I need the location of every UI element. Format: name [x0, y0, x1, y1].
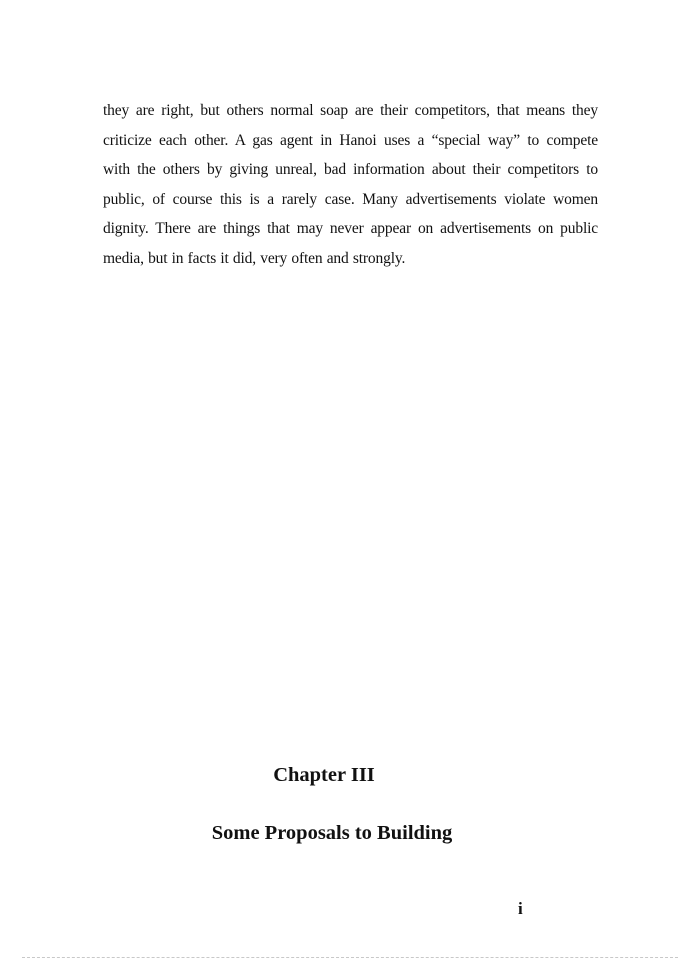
body-line: with the others by giving unreal, bad information about their competitors to — [103, 161, 598, 179]
body-line: public, of course this is a rarely case. Many advertisements violate women — [103, 190, 598, 208]
page-number: i — [518, 899, 523, 918]
chapter-label: Chapter III — [273, 764, 375, 786]
body-line: criticize each other. A gas agent in Hanoi uses a “special way” to compete — [103, 131, 598, 149]
body-line: media, but in facts it did, very often and strongly. — [103, 249, 406, 267]
body-line: they are right, but others normal soap are their competitors, that means they — [103, 102, 598, 119]
body-line: dignity. There are things that may never appear on advertisements on public — [103, 220, 598, 238]
body-paragraph — [103, 96, 598, 274]
chapter-title: Some Proposals to Building — [211, 822, 453, 844]
page-bottom-divider — [22, 957, 678, 958]
